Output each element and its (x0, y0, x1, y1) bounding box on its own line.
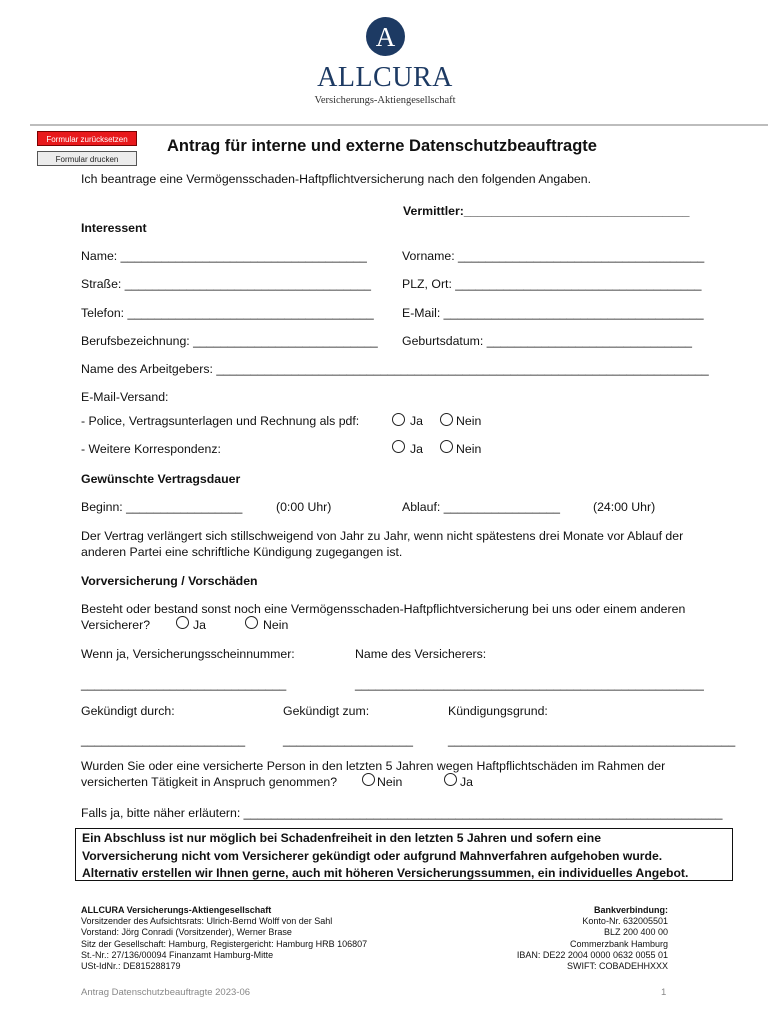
beginn-time: (0:00 Uhr) (276, 500, 332, 514)
verlaengerung-note-line2: anderen Partei eine schriftliche Kündigung zugegangen ist. (81, 545, 403, 559)
scheinnummer-label: Wenn ja, Versicherungsscheinnummer: (81, 647, 295, 661)
gekuendigt-zum-label: Gekündigt zum: (283, 704, 370, 718)
footer-bank-heading: Bankverbindung: (593, 905, 668, 915)
footer-line: Sitz der Gesellschaft: Hamburg, Registergericht: Hamburg HRB 106807 (81, 938, 368, 949)
notice-line2: Vorversicherung nicht vom Versicherer gekündigt oder aufgrund Mahnverfahren aufgehoben wurde. (82, 848, 663, 863)
vorname-field[interactable]: Vorname: ____________________________________ (402, 249, 705, 263)
footer-line: Konto-Nr. 632005501 (582, 916, 668, 927)
vermittler-field[interactable]: Vermittler:_________________________________ (403, 204, 690, 218)
footer-line: USt-IdNr.: DE815288179 (81, 961, 181, 972)
logo-letter: A (375, 22, 396, 52)
korrespondenz-nein-label: Nein (456, 442, 482, 456)
vorversicherung-nein-radio[interactable] (245, 616, 258, 629)
gekuendigt-durch-field[interactable]: ________________________ (81, 733, 246, 747)
gekuendigt-durch-label: Gekündigt durch: (81, 704, 175, 718)
gekuendigt-zum-field[interactable]: ___________________ (283, 733, 413, 747)
footer-company-info (81, 905, 367, 972)
print-form-button[interactable]: Formular drucken (37, 151, 137, 166)
arbeitgeber-field[interactable]: Name des Arbeitgebers: ________________________________________________________________________ (81, 362, 709, 376)
document-name: Antrag Datenschutzbeauftragte 2023-06 (81, 987, 251, 998)
ablauf-field[interactable]: Ablauf: _________________ (402, 500, 560, 514)
company-subtitle: Versicherungs-Aktiengesellschaft (314, 95, 456, 106)
beginn-field[interactable]: Beginn: _________________ (81, 500, 243, 514)
verlaengerung-note-line1: Der Vertrag verlängert sich stillschweigend von Jahr zu Jahr, wenn nicht spätestens drei Monate vor Ablauf der (81, 529, 684, 543)
ablauf-time: (24:00 Uhr) (593, 500, 656, 514)
schaden-nein-label: Nein (377, 775, 403, 789)
page-number: 1 (661, 987, 667, 998)
police-pdf-label: - Police, Vertragsunterlagen und Rechnung als pdf: (81, 414, 360, 428)
police-ja-label: Ja (410, 414, 423, 428)
strasse-field[interactable]: Straße: ____________________________________ (81, 277, 371, 291)
plz-ort-field[interactable]: PLZ, Ort: ____________________________________ (402, 277, 702, 291)
telefon-field[interactable]: Telefon: ____________________________________ (81, 306, 374, 320)
kuendigungsgrund-label: Kündigungsgrund: (448, 704, 548, 718)
schaden-question-line2: versicherten Tätigkeit in Anspruch genommen? (81, 775, 338, 789)
schaden-nein-radio[interactable] (362, 773, 375, 786)
page-title: Antrag für interne und externe Datenschutzbeauftragte (167, 137, 597, 155)
schaden-ja-radio[interactable] (444, 773, 457, 786)
footer-line: Vorstand: Jörg Conradi (Vorsitzender), Werner Brase (81, 927, 292, 938)
footer-bank-info (517, 905, 668, 972)
notice-line3: Alternativ erstellen wir Ihnen gerne, auch mit höheren Versicherungssummen, ein individuelles Angebot. (82, 866, 689, 880)
geburtsdatum-field[interactable]: Geburtsdatum: ______________________________ (402, 334, 692, 348)
footer-line: Vorsitzender des Aufsichtsrats: Ulrich-Bernd Wolff von der Sahl (81, 916, 333, 927)
vorversicherung-ja-label: Ja (193, 618, 206, 632)
vorversicherung-question-line1: Besteht oder bestand sonst noch eine Vermögensschaden-Haftpflichtversicherung bei uns oder einem anderen (81, 602, 686, 616)
versicherer-name-label: Name des Versicherers: (355, 647, 487, 661)
korrespondenz-label: - Weitere Korrespondenz: (81, 442, 221, 456)
interessent-heading: Interessent (81, 221, 147, 235)
company-name: ALLCURA (317, 62, 453, 93)
email-field[interactable]: E-Mail: ______________________________________ (402, 306, 704, 320)
footer-company-name: ALLCURA Versicherungs-Aktiengesellschaft (81, 905, 272, 915)
versicherer-name-field[interactable]: ___________________________________________________ (355, 677, 704, 691)
intro-text: Ich beantrage eine Vermögensschaden-Haftpflichtversicherung nach den folgenden Angaben. (81, 172, 591, 186)
police-nein-radio[interactable] (440, 413, 453, 426)
footer-line: SWIFT: COBADEHHXXX (566, 961, 668, 972)
schaden-question-line1: Wurden Sie oder eine versicherte Person in den letzten 5 Jahren wegen Haftpflichtschäden im Rahmen der (81, 759, 666, 773)
footer-line: St.-Nr.: 27/136/00094 Finanzamt Hamburg-Mitte (81, 949, 274, 960)
kuendigungsgrund-field[interactable]: __________________________________________ (448, 733, 736, 747)
scheinnummer-field[interactable]: ______________________________ (81, 677, 287, 691)
notice-box (75, 828, 733, 881)
police-nein-label: Nein (456, 414, 482, 428)
company-logo (366, 17, 405, 56)
reset-form-button[interactable]: Formular zurücksetzen (37, 131, 137, 146)
berufsbezeichnung-field[interactable]: Berufsbezeichnung: ___________________________ (81, 334, 378, 348)
vorversicherung-question-line2: Versicherer? (81, 618, 151, 632)
vorversicherung-nein-label: Nein (263, 618, 289, 632)
korrespondenz-ja-label: Ja (410, 442, 423, 456)
footer-line: Commerzbank Hamburg (569, 938, 668, 949)
notice-line1: Ein Abschluss ist nur möglich bei Schadenfreiheit in den letzten 5 Jahren und sofern eine (82, 831, 601, 845)
korrespondenz-ja-radio[interactable] (392, 440, 405, 453)
header-divider (30, 124, 768, 126)
footer-line: BLZ 200 400 00 (603, 927, 668, 938)
footer-line: IBAN: DE22 2004 0000 0632 0055 01 (516, 949, 668, 960)
name-field[interactable]: Name: ____________________________________ (81, 249, 367, 263)
vertragsdauer-heading: Gewünschte Vertragsdauer (81, 472, 241, 486)
schaden-ja-label: Ja (460, 775, 473, 789)
vorversicherung-heading: Vorversicherung / Vorschäden (81, 574, 258, 588)
erlaeuterung-field[interactable]: Falls ja, bitte näher erläutern: ______________________________________________________________________ (81, 806, 723, 820)
vorversicherung-ja-radio[interactable] (176, 616, 189, 629)
email-versand-label: E-Mail-Versand: (81, 390, 169, 404)
police-ja-radio[interactable] (392, 413, 405, 426)
korrespondenz-nein-radio[interactable] (440, 440, 453, 453)
